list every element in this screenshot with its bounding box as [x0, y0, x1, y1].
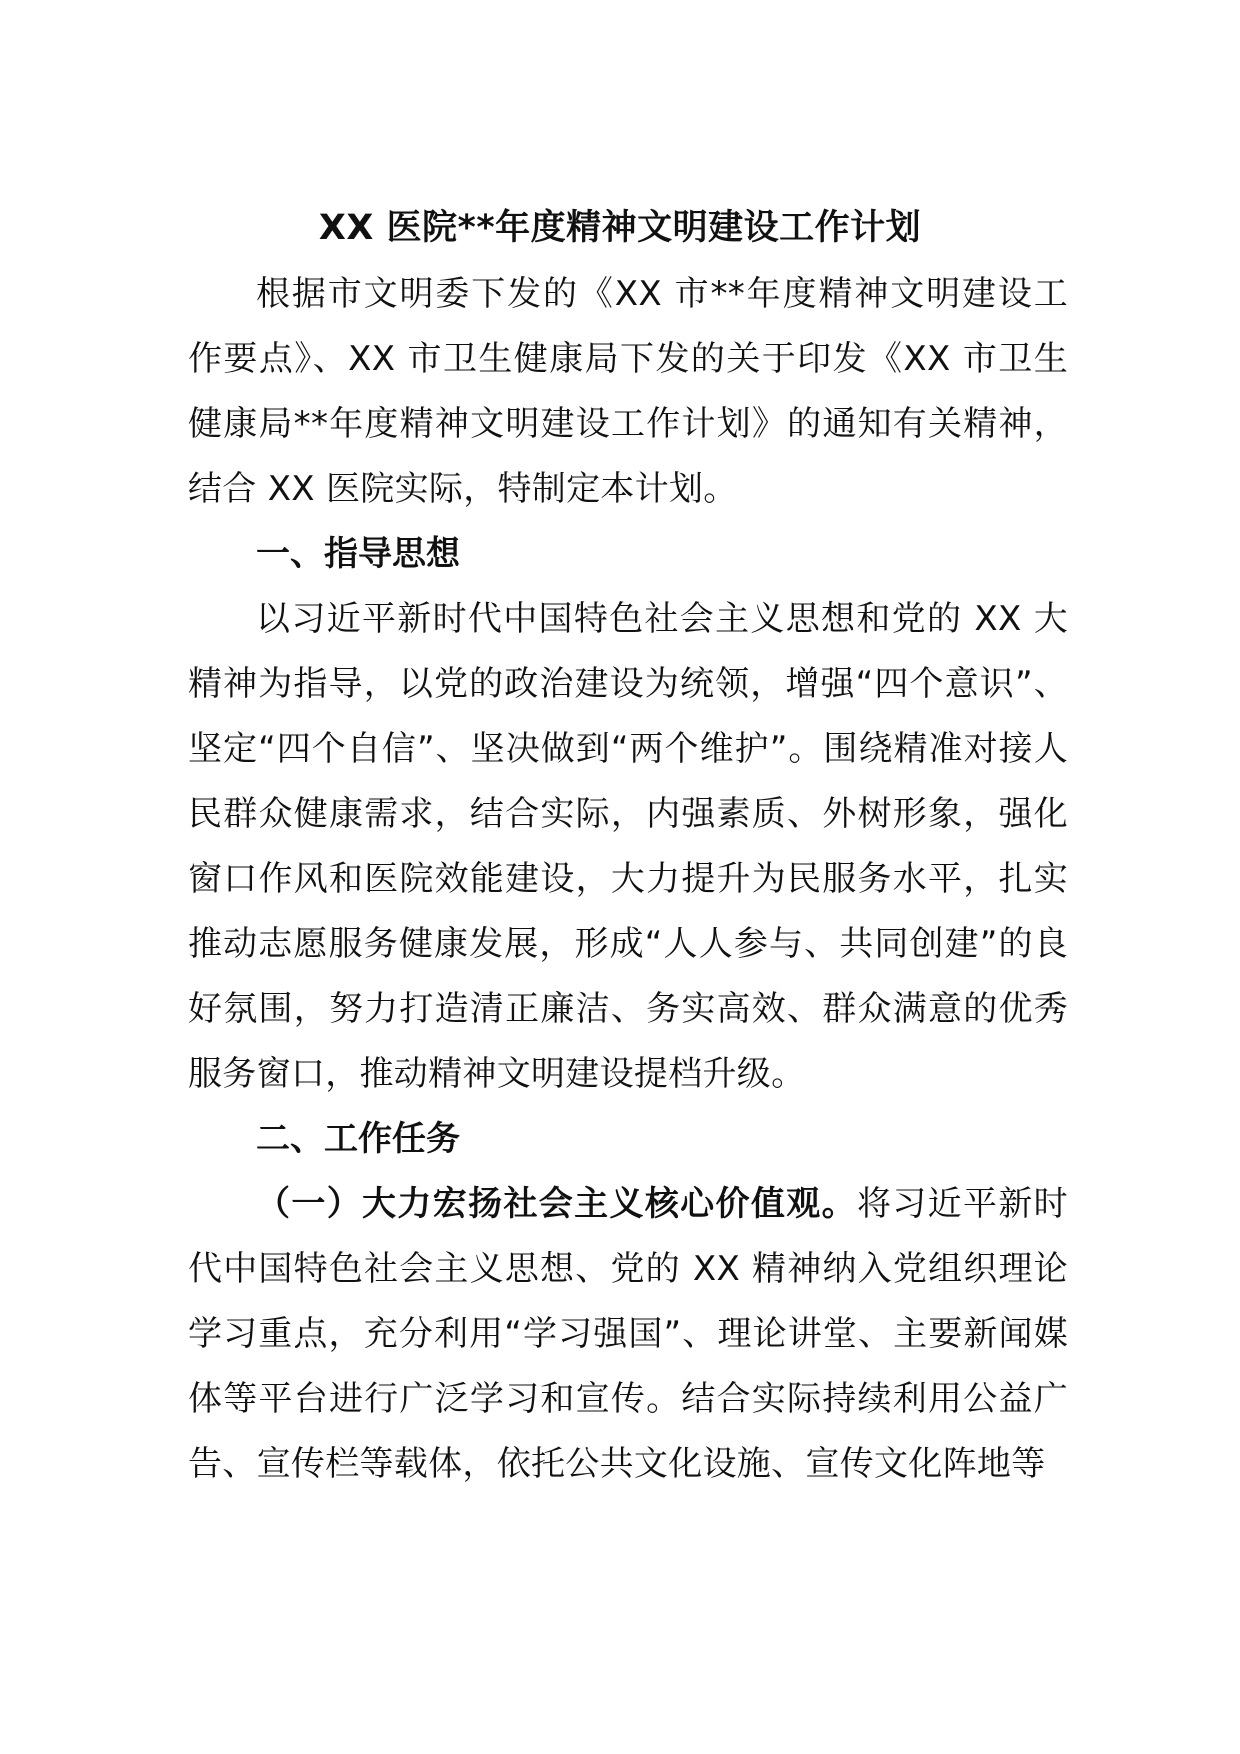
- document-title: XX 医院**年度精神文明建设工作计划: [318, 208, 922, 248]
- intro-paragraph: 根据市文明委下发的《XX 市**年度精神文明建设工作要点》、XX 市卫生健康局下发的关于印发《XX 市卫生健康局**年度精神文明建设工作计划》的通知有关精神，结合 XX 医院实际，特制定本计划。: [188, 274, 1068, 509]
- section-heading-guiding-ideology: 一、指导思想: [256, 534, 460, 574]
- document-body: [188, 262, 1068, 1497]
- work-task-item-1: [188, 1172, 1068, 1497]
- work-task-item-1-body: 将习近平新时代中国特色社会主义思想、党的 XX 精神纳入党组织理论学习重点，充分利用“学习强国”、理论讲堂、主要新闻媒体等平台进行广泛学习和宣传。结合实际持续利用公益广告、宣传栏等载体，依托公共文化设施、宣传文化阵地等: [188, 1184, 1068, 1484]
- section-heading-work-tasks: 二、工作任务: [256, 1119, 460, 1159]
- work-task-item-1-lead: （一）大力宏扬社会主义核心价值观。: [256, 1184, 857, 1224]
- guiding-ideology-paragraph: 以习近平新时代中国特色社会主义思想和党的 XX 大精神为指导，以党的政治建设为统领，增强“四个意识”、坚定“四个自信”、坚决做到“两个维护”。围绕精准对接人民群众健康需求，结合实际，内强素质、外树形象，强化窗口作风和医院效能建设，大力提升为民服务水平，扎实推动志愿服务健康发展，形成“人人参与、共同创建”的良好氛围，努力打造清正廉洁、务实高效、群众满意的优秀服务窗口，推动精神文明建设提档升级。: [188, 599, 1068, 1094]
